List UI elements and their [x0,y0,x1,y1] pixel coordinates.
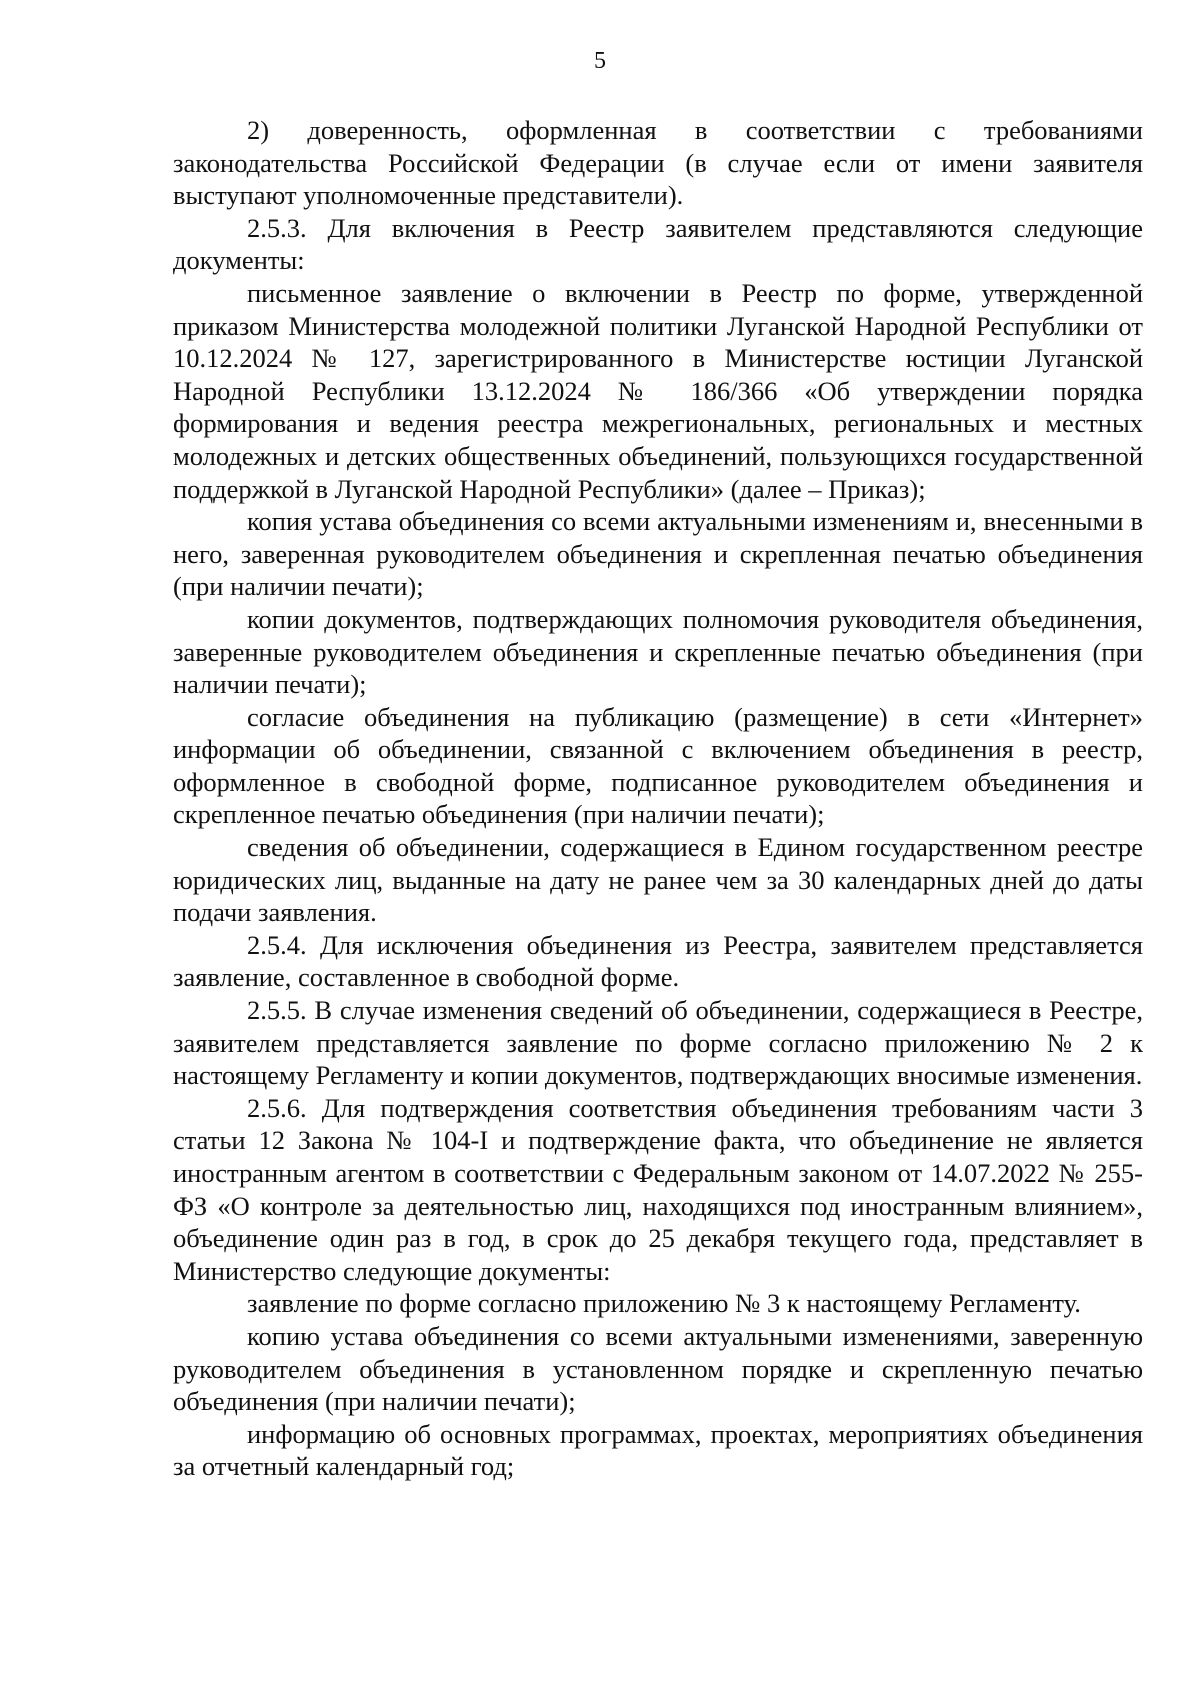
paragraph-charter-copy-annual: копию устава объединения со всеми актуальными изменениями, заверенную руководителем объединения в установленном порядке и скрепленную печатью объединения (при наличии печати); [173,1320,1143,1417]
page-number: 5 [594,48,606,74]
paragraph-charter-copy: копия устава объединения со всеми актуальными изменениям и, внесенными в него, заверенная руководителем объединения и скрепленная печатью объединения (при наличии печати); [173,506,1143,602]
paragraph-application-form-3: заявление по форме согласно приложению № 3 к настоящему Регламенту. [247,1288,1081,1319]
paragraph-written-application: письменное заявление о включении в Реестр по форме, утвержденной приказом Министерства молодежной политики Луганской Народной Республики от 10.12.2024 № 127, зарегистрированного в Министерстве юстиции Луганской Народной Республики 13.12.2024 № 186/366 «Об утверждении порядка формирования и ведения реестра межрегиональных, региональных и местных молодежных и детских общественных объединений, пользующихся государственной поддержкой в Луганской Народной Республики» (далее – Приказ); [173,277,1143,504]
paragraph-2-5-6: 2.5.6. Для подтверждения соответствия объединения требованиям части 3 статьи 12 Закона № 104-I и подтверждение факта, что объединение не является иностранным агентом в соответствии с Федеральным законом от 14.07.2022 № 255-ФЗ «О контроле за деятельностью лиц, находящихся под иностранным влиянием», объединение один раз в год, в срок до 25 декабря текущего года, представляет в Министерство следующие документы: [173,1092,1143,1286]
paragraph-2-5-5: 2.5.5. В случае изменения сведений об объединении, содержащиеся в Реестре, заявителем представляется заявление по форме согласно приложению № 2 к настоящему Регламенту и копии документов, подтверждающих вносимые изменения. [173,995,1143,1091]
paragraph-programs-information: информацию об основных программах, проектах, мероприятиях объединения за отчетный календарный год; [173,1418,1143,1482]
paragraph-egrul-information: сведения об объединении, содержащиеся в Едином государственном реестре юридических лиц, выданные на дату не ранее чем за 30 календарных дней до даты подачи заявления. [173,832,1143,928]
document-body [173,114,1143,1483]
paragraph-power-of-attorney: 2) доверенность, оформленная в соответствии с требованиями законодательства Российской Федерации (в случае если от имени заявителя выступают уполномоченные представители). [173,115,1143,211]
paragraph-2-5-3: 2.5.3. Для включения в Реестр заявителем представляются следующие документы: [173,212,1143,276]
paragraph-authority-documents: копии документов, подтверждающих полномочия руководителя объединения, заверенные руководителем объединения и скрепленные печатью объединения (при наличии печати); [173,603,1143,700]
paragraph-2-5-4: 2.5.4. Для исключения объединения из Реестра, заявителем представляется заявление, составленное в свободной форме. [173,929,1143,993]
paragraph-internet-consent: согласие объединения на публикацию (размещение) в сети «Интернет» информации об объединении, связанной с включением объединения в реестр, оформленное в свободной форме, подписанное руководителем объединения и скрепленное печатью объединения (при наличии печати); [173,701,1143,830]
